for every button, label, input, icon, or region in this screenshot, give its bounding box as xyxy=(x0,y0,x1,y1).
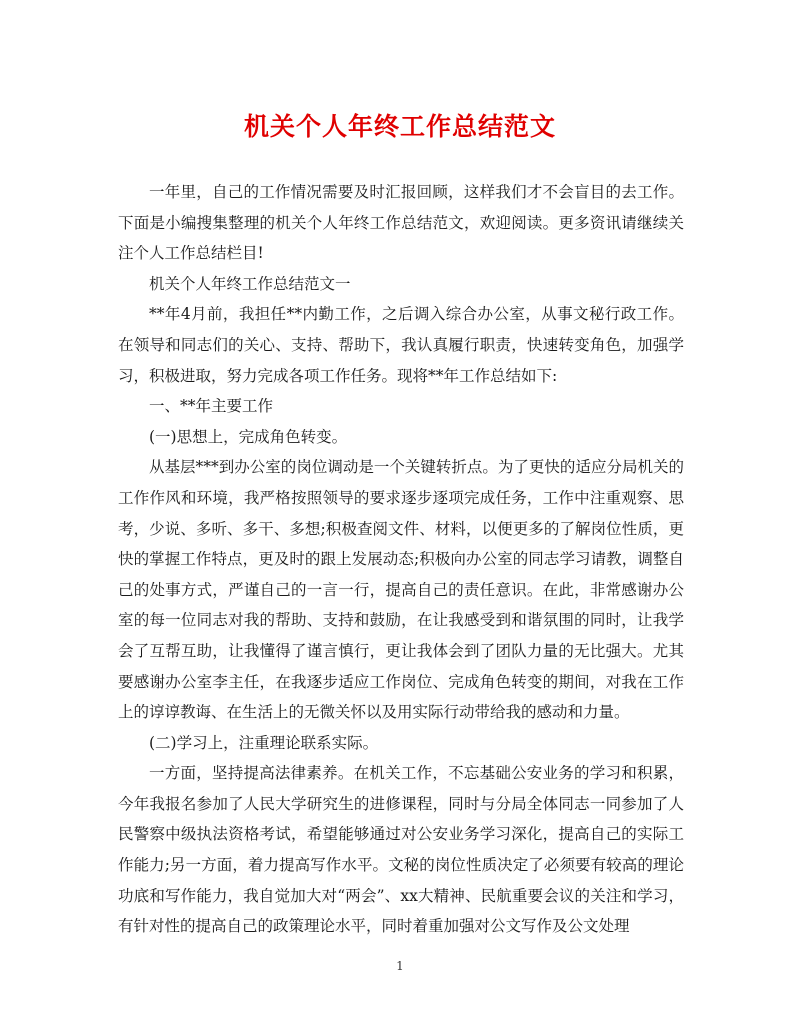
paragraph-intro: 一年里，自己的工作情况需要及时汇报回顾，这样我们才不会盲目的去工作。下面是小编搜集整理的机关个人年终工作总结范文，欢迎阅读。更多资讯请继续关注个人工作总结栏目! xyxy=(118,183,684,263)
paragraph-section-heading: 机关个人年终工作总结范文一 xyxy=(149,274,351,293)
paragraph-thought-heading: (一)思想上，完成角色转变。 xyxy=(149,427,348,446)
document-body xyxy=(118,177,684,942)
paragraph-study-body: 一方面，坚持提高法律素养。在机关工作，不忘基础公安业务的学习和积累，今年我报名参加了人民大学研究生的进修课程，同时与分局全体同志一同参加了人民警察中级执法资格考试，希望能够通过对公安业务学习深化，提高自己的实际工作能力;另一方面，着力提高写作水平。文秘的岗位性质决定了必须要有较高的理论功底和写作能力，我自觉加大对“两会”、xx大精神、民航重要会议的关注和学习，有针对性的提高自己的政策理论水平，同时着重加强对公文写作及公文处理 xyxy=(118,764,684,936)
document-title: 机关个人年终工作总结范文 xyxy=(243,112,556,141)
paragraph-background: **年4月前，我担任**内勤工作，之后调入综合办公室，从事文秘行政工作。在领导和同志们的关心、支持、帮助下，我认真履行职责，快速转变角色，加强学习，积极进取，努力完成各项工作任务。现将**年工作总结如下: xyxy=(118,305,684,385)
paragraph-main-work-heading: 一、**年主要工作 xyxy=(149,397,274,416)
page-number: 1 xyxy=(396,959,404,973)
paragraph-thought-body: 从基层***到办公室的岗位调动是一个关键转折点。为了更快的适应分局机关的工作作风和环境，我严格按照领导的要求逐步逐项完成任务，工作中注重观察、思考，少说、多听、多干、多想;积极查阅文件、材料，以便更多的了解岗位性质，更快的掌握工作特点，更及时的跟上发展动态;积极向办公室的同志学习请教，调整自己的处事方式，严谨自己的一言一行，提高自己的责任意识。在此，非常感谢办公室的每一位同志对我的帮助、支持和鼓励，在让我感受到和谐氛围的同时，让我学会了互帮互助，让我懂得了谨言慎行，更让我体会到了团队力量的无比强大。尤其要感谢办公室李主任，在我逐步适应工作岗位、完成角色转变的期间，对我在工作上的谆谆教诲、在生活上的无微关怀以及用实际行动带给我的感动和力量。 xyxy=(118,458,684,722)
paragraph-study-heading: (二)学习上，注重理论联系实际。 xyxy=(149,733,379,752)
